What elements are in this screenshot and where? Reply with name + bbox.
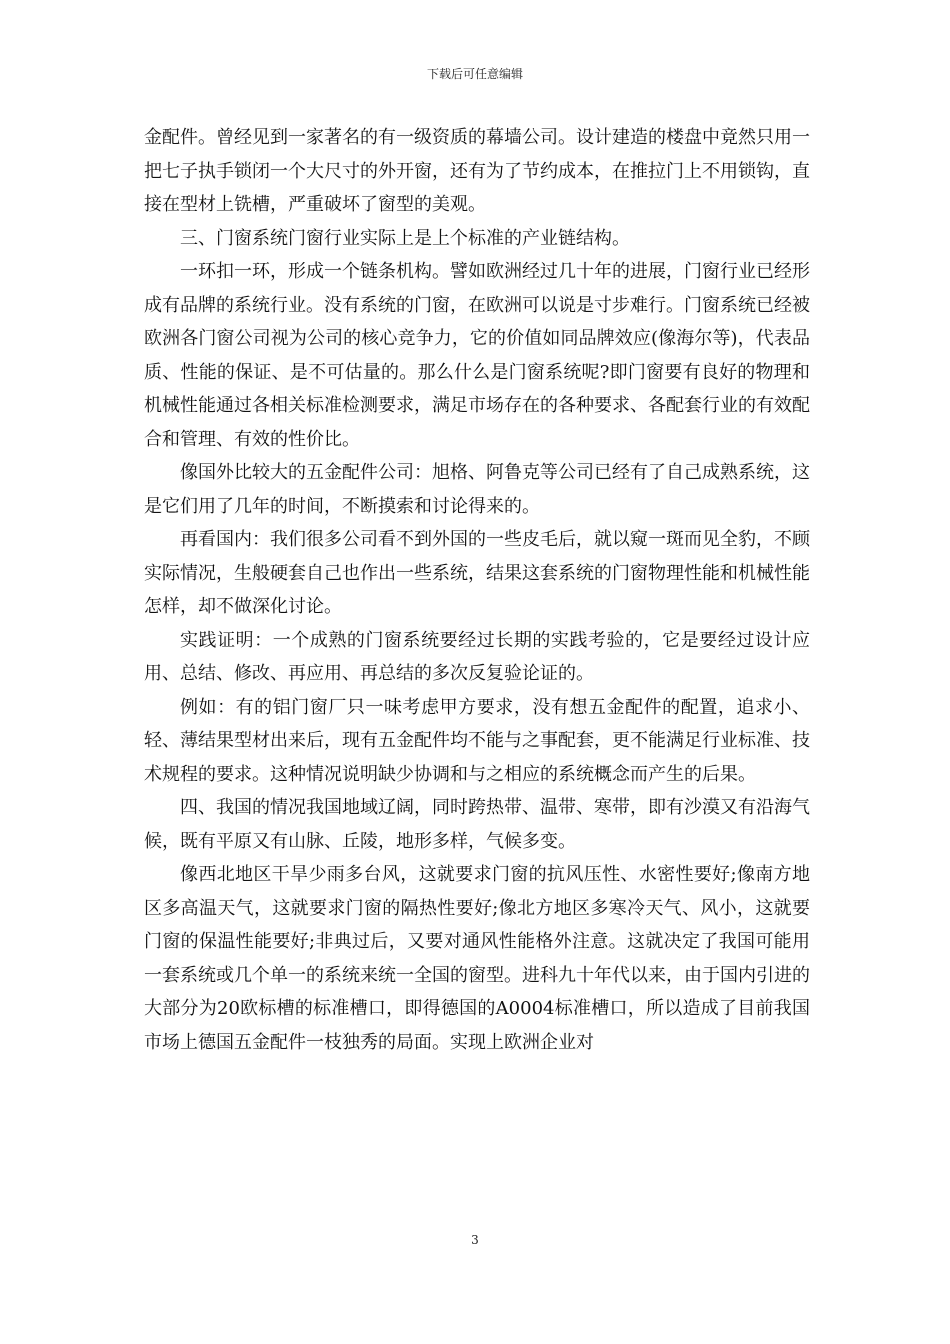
page-header-note: 下载后可任意编辑 [426, 67, 523, 81]
paragraph-section-three-heading: 三、门窗系统门窗行业实际上是上个标准的产业链结构。 [180, 227, 630, 249]
paragraph-domestic: 再看国内：我们很多公司看不到外国的一些皮毛后，就以窥一斑而见全豹，不顾实际情况，生般硬套自己也作出一些系统，结果这套系统的门窗物理性能和机械性能怎样，却不做深化讨论。 [144, 529, 810, 617]
paragraph-foreign-companies: 像国外比较大的五金配件公司：旭格、阿鲁克等公司已经有了自己成熟系统，这是它们用了几年的时间，不断摸索和讨论得来的。 [144, 462, 810, 517]
paragraph-section-four-heading: 四、我国的情况我国地域辽阔，同时跨热带、温带、寒带，即有沙漠又有沿海气候，既有平原又有山脉、丘陵，地形多样，气候多变。 [144, 797, 810, 852]
paragraph-practice: 实践证明：一个成熟的门窗系统要经过长期的实践考验的，它是要经过设计应用、总结、修改、再应用、再总结的多次反复验论证的。 [144, 629, 810, 684]
paragraph-example: 例如：有的铝门窗厂只一味考虑甲方要求，没有想五金配件的配置，追求小、轻、薄结果型材出来后，现有五金配件均不能与之事配套，更不能满足行业标准、技术规程的要求。这种情况说明缺少协调和与之相应的系统概念而产生的后果。 [144, 696, 810, 785]
paragraph-regional-climate: 像西北地区干旱少雨多台风，这就要求门窗的抗风压性、水密性要好;像南方地区多高温天气，这就要求门窗的隔热性要好;像北方地区多寒冷天气、风小，这就要门窗的保温性能要好;非典过后，又要对通风性能格外注意。这就决定了我国可能用一套系统或几个单一的系统来统一全国的窗型。进科九十年代以来，由于国内引进的大部分为20欧标槽的标准槽口，即得德国的A0004标准槽口，所以造成了目前我国市场上德国五金配件一枝独秀的局面。实现上欧洲企业对 [144, 864, 810, 1053]
paragraph-industry-chain: 一环扣一环，形成一个链条机构。譬如欧洲经过几十年的进展，门窗行业已经形成有品牌的系统行业。没有系统的门窗，在欧洲可以说是寸步难行。门窗系统已经被欧洲各门窗公司视为公司的核心竞争力，它的价值如同品牌效应(像海尔等)，代表品质、性能的保证、是不可估量的。那么什么是门窗系统呢?即门窗要有良好的物理和机械性能通过各相关标准检测要求，满足市场存在的各种要求、各配套行业的有效配合和管理、有效的性价比。 [144, 261, 810, 450]
page-number: 3 [471, 1233, 479, 1247]
document-body [144, 121, 810, 1059]
paragraph-continuation: 金配件。曾经见到一家著名的有一级资质的幕墙公司。设计建造的楼盘中竟然只用一把七子执手锁闭一个大尺寸的外开窗，还有为了节约成本，在推拉门上不用锁钩，直接在型材上铣槽，严重破坏了窗型的美观。 [144, 127, 810, 215]
